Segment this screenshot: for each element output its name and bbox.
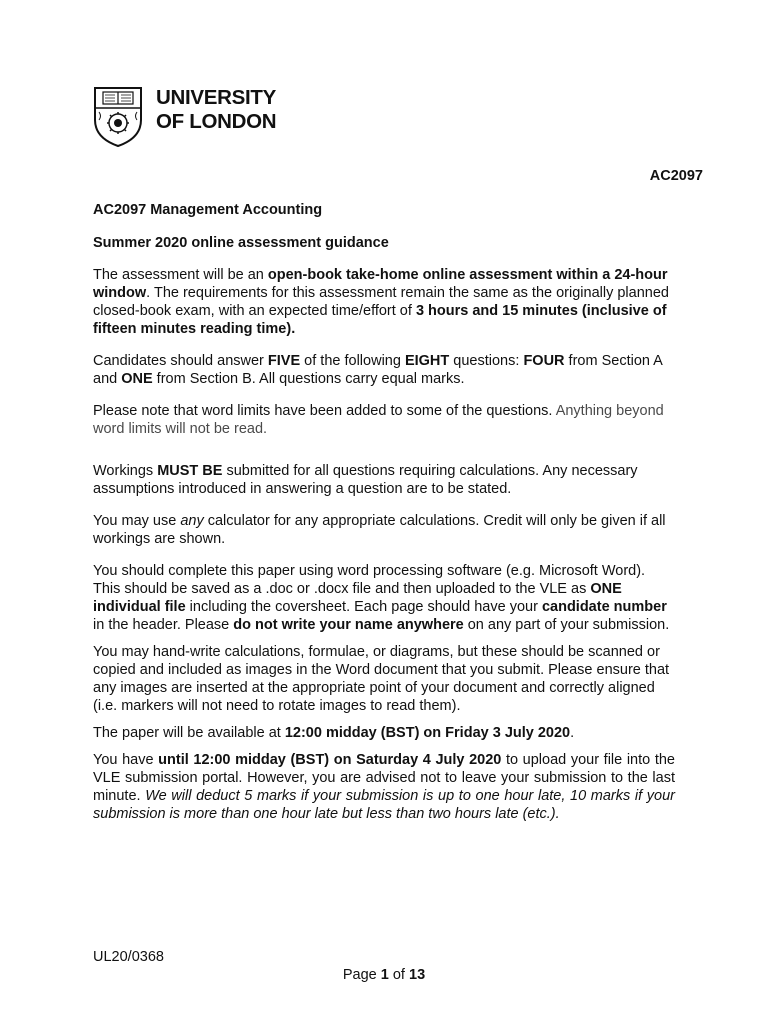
bold-run: 12:00 midday (BST) on Friday 3 July 2020 — [284, 725, 571, 741]
text-run: from Section B. All questions carry equal marks. — [152, 371, 465, 387]
paragraph-deadline — [93, 751, 675, 823]
text-run: You may use — [93, 513, 181, 529]
text-run: of the following — [300, 353, 405, 369]
paragraph-questions — [93, 352, 675, 388]
document-title: AC2097 Management Accounting — [93, 202, 323, 218]
text-run: Anything beyond word limits will not be read. — [93, 403, 664, 437]
page-current: 1 — [380, 967, 389, 983]
text-run: The assessment will be an — [93, 267, 268, 283]
logo-wordmark — [156, 86, 276, 134]
italic-run: We will deduct 5 marks if your submission is up to one hour late, 10 marks if your submission is more than one hour late but less than two hours late (etc.). — [93, 788, 675, 822]
text-run: calculator for any appropriate calculations. Credit will only be given if all workings are shown. — [93, 513, 666, 547]
document-body — [93, 201, 675, 823]
text-run: Workings — [93, 463, 158, 479]
university-crest-icon — [93, 86, 143, 148]
course-code: AC2097 — [649, 168, 703, 184]
document-subtitle: Summer 2020 online assessment guidance — [93, 235, 389, 251]
text-run: submitted for all questions requiring calculations. Any necessary assumptions introduced in answering a question are to be stated. — [93, 463, 638, 497]
logo-line-1: UNIVERSITY — [156, 86, 277, 109]
text-run: . — [570, 725, 575, 741]
bold-run: until 12:00 midday (BST) on Saturday 4 July 2020 — [158, 752, 502, 768]
bold-run: ONE individual file — [93, 581, 622, 615]
paragraph-word-limits — [93, 402, 675, 438]
text-run: You should complete this paper using word processing software (e.g. Microsoft Word). This should be saved as a .doc or .docx file and then uploaded to the VLE as — [93, 563, 646, 597]
text-run: You have — [93, 752, 159, 768]
bold-run: ONE — [121, 371, 153, 387]
paragraph-availability — [93, 724, 675, 742]
text-run: Candidates should answer — [93, 353, 268, 369]
text-run: to upload your file into the VLE submission portal. However, you are advised not to leave your submission to the last minute. — [93, 752, 675, 804]
text-run: from Section A and — [93, 353, 663, 387]
document-reference: UL20/0368 — [93, 949, 164, 965]
text-run: in the header. Please — [93, 617, 234, 633]
paragraph-calculator — [93, 512, 675, 548]
logo-line-2: OF LONDON — [156, 110, 277, 133]
page-label: Page — [342, 967, 381, 983]
university-logo — [93, 86, 303, 152]
bold-run: open-book take-home online assessment within a 24-hour window — [93, 267, 668, 301]
text-run: on any part of your submission. — [463, 617, 670, 633]
text-run: questions: — [449, 353, 524, 369]
text-run: The paper will be available at — [93, 725, 285, 741]
paragraph-assessment-format — [93, 266, 675, 338]
bold-run: do not write your name anywhere — [233, 617, 464, 633]
text-run: including the coversheet. Each page should have your — [185, 599, 542, 615]
bold-run: candidate number — [541, 599, 667, 615]
paragraph-hand-write: You may hand-write calculations, formulae, or diagrams, but these should be scanned or copied and included as images in the Word document that you submit. Please ensure that any images are inserted at the appropriate point of your document and correctly aligned (i.e. markers will not need to rotate images to read them). — [93, 644, 670, 714]
bold-run: EIGHT — [404, 353, 450, 369]
bold-run: 3 hours and 15 minutes (inclusive of fifteen minutes reading time). — [93, 303, 667, 337]
paragraph-workings — [93, 462, 675, 498]
bold-run: MUST BE — [157, 463, 223, 479]
page-number — [0, 967, 768, 983]
text-run: . The requirements for this assessment remain the same as the originally planned closed-book exam, with an expected time/effort of — [93, 285, 669, 319]
italic-run: any — [180, 513, 204, 529]
paragraph-word-processing — [93, 562, 675, 634]
bold-run: FOUR — [523, 353, 565, 369]
page-total: 13 — [409, 967, 426, 983]
page-of: of — [388, 967, 409, 983]
bold-run: FIVE — [267, 353, 301, 369]
text-run: Please note that word limits have been added to some of the questions. — [93, 403, 556, 419]
